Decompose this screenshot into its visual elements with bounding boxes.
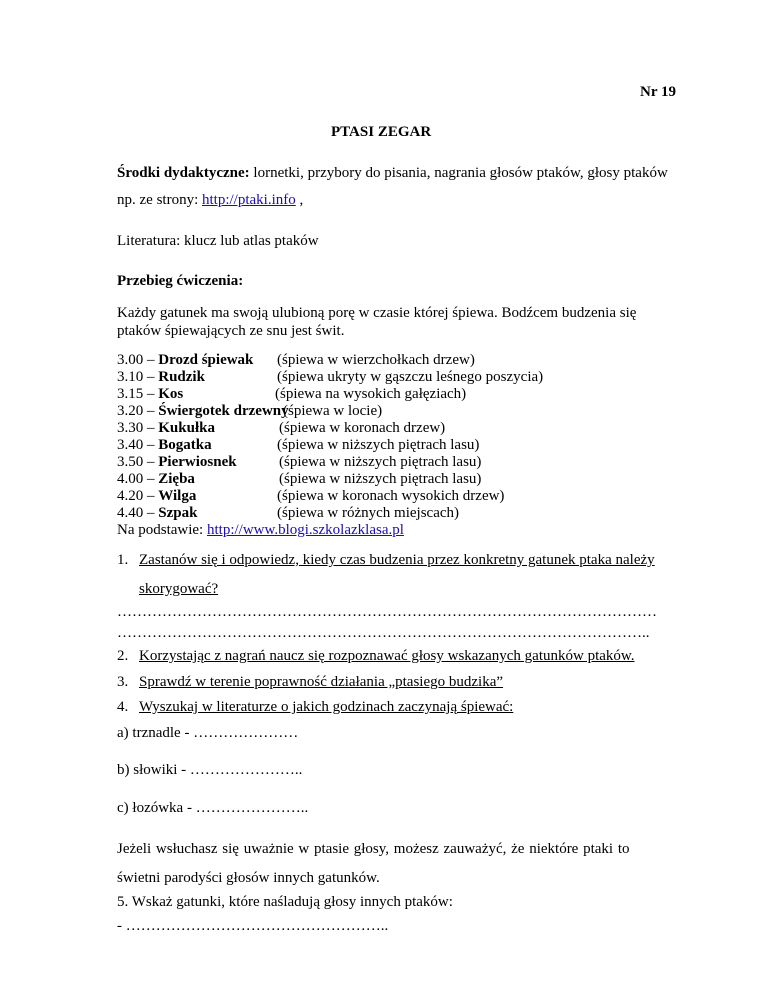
schedule-bird: Kos <box>158 386 184 402</box>
task-3-text: Sprawdź w terenie poprawność działania „ptasiego budzika” <box>139 674 504 690</box>
intro-line-1: Każdy gatunek ma swoją ulubioną porę w czasie której śpiewa. Bodźcem budzenia się <box>117 305 637 321</box>
answer-dots-2: …………………………………………………………………………………………….. <box>117 625 650 641</box>
materials-line <box>117 165 668 182</box>
schedule-row <box>117 437 480 454</box>
task-5-text: 5. Wskaż gatunki, które naśladują głosy innych ptaków: <box>117 894 453 910</box>
materials-text: lornetki, przybory do pisania, nagrania głosów ptaków, głosy ptaków <box>249 165 668 181</box>
schedule-bird: Szpak <box>158 505 198 521</box>
materials-source-prefix: np. ze strony: <box>117 192 202 208</box>
schedule-desc: (śpiewa w locie) <box>283 403 383 419</box>
schedule-row <box>117 386 467 403</box>
schedule-time: 3.10 – <box>117 369 159 385</box>
schedule-bird: Bogatka <box>158 437 212 453</box>
ptaki-info-link[interactable]: http://ptaki.info <box>201 192 296 208</box>
schedule-desc: (śpiewa w niższych piętrach lasu) <box>279 454 482 470</box>
document-title: PTASI ZEGAR <box>331 124 432 140</box>
schedule-row <box>117 454 482 471</box>
schedule-bird: Wilga <box>158 488 197 504</box>
task-2-number: 2. <box>117 648 129 664</box>
source-line <box>117 522 404 539</box>
schedule-bird: Kukułka <box>158 420 215 436</box>
materials-label: Środki dydaktyczne: <box>117 165 250 181</box>
schedule-desc: (śpiewa w wierzchołkach drzew) <box>277 352 475 368</box>
schedule-desc: (śpiewa w różnych miejscach) <box>277 505 460 521</box>
schedule-bird: Rudzik <box>158 369 205 385</box>
schedule-bird: Drozd śpiewak <box>158 352 254 368</box>
schedule-row <box>117 471 482 488</box>
schedule-desc: (śpiewa w niższych piętrach lasu) <box>277 437 480 453</box>
task-1-number: 1. <box>117 552 129 568</box>
schedule-row <box>117 488 505 505</box>
schedule-time: 4.20 – <box>117 488 159 504</box>
task-4a: a) trznadle - ………………… <box>117 725 299 741</box>
schedule-row <box>117 420 446 437</box>
literature-line: Literatura: klucz lub atlas ptaków <box>117 233 319 249</box>
schedule-time: 3.30 – <box>117 420 159 436</box>
schedule-bird: Zięba <box>158 471 195 487</box>
task-1-line-1: Zastanów się i odpowiedz, kiedy czas budzenia przez konkretny gatunek ptaka należy <box>139 552 655 568</box>
blogi-szkolazklasa-link[interactable]: http://www.blogi.szkolazklasa.pl <box>206 522 404 538</box>
schedule-time: 3.40 – <box>117 437 159 453</box>
schedule-bird: Pierwiosnek <box>158 454 237 470</box>
schedule-time: 4.00 – <box>117 471 159 487</box>
task-4-text: Wyszukaj w literaturze o jakich godzinach zaczynają śpiewać: <box>139 699 514 715</box>
schedule-time: 3.15 – <box>117 386 159 402</box>
note-line-2: świetni parodyści głosów innych gatunków. <box>117 870 380 886</box>
task-3-number: 3. <box>117 674 129 690</box>
schedule-desc: (śpiewa w koronach drzew) <box>279 420 446 436</box>
document-number: Nr 19 <box>640 84 676 100</box>
schedule-time: 4.40 – <box>117 505 159 521</box>
schedule-desc: (śpiewa w niższych piętrach lasu) <box>279 471 482 487</box>
schedule-desc: (śpiewa ukryty w gąszczu leśnego poszycia) <box>277 369 544 385</box>
materials-source-line <box>117 192 303 209</box>
note-line-1: Jeżeli wsłuchasz się uważnie w ptasie głosy, możesz zauważyć, że niektóre ptaki to <box>117 841 630 857</box>
schedule-desc: (śpiewa na wysokich gałęziach) <box>275 386 467 402</box>
schedule-row <box>117 352 475 369</box>
schedule-bird: Świergotek drzewny <box>158 403 289 419</box>
task-5-dots: - …………………………………………….. <box>117 918 389 934</box>
course-heading: Przebieg ćwiczenia: <box>117 273 244 289</box>
task-4-number: 4. <box>117 699 129 715</box>
intro-line-2: ptaków śpiewających ze snu jest świt. <box>117 323 345 339</box>
source-prefix: Na podstawie: <box>117 522 207 538</box>
schedule-row <box>117 505 460 522</box>
task-2-text: Korzystając z nagrań naucz się rozpoznawać głosy wskazanych gatunków ptaków. <box>139 648 635 664</box>
schedule-time: 3.20 – <box>117 403 159 419</box>
schedule-time: 3.00 – <box>117 352 159 368</box>
schedule-row <box>117 369 544 386</box>
task-4b: b) słowiki - ………………….. <box>117 762 303 778</box>
schedule-time: 3.50 – <box>117 454 159 470</box>
answer-dots-1: ……………………………………………………………………………………………… <box>117 604 657 620</box>
materials-source-suffix: , <box>295 192 304 208</box>
task-1-line-2: skorygować? <box>139 581 219 597</box>
schedule-desc: (śpiewa w koronach wysokich drzew) <box>277 488 505 504</box>
schedule-row <box>117 403 383 420</box>
task-4c: c) łozówka - ………………….. <box>117 800 309 816</box>
